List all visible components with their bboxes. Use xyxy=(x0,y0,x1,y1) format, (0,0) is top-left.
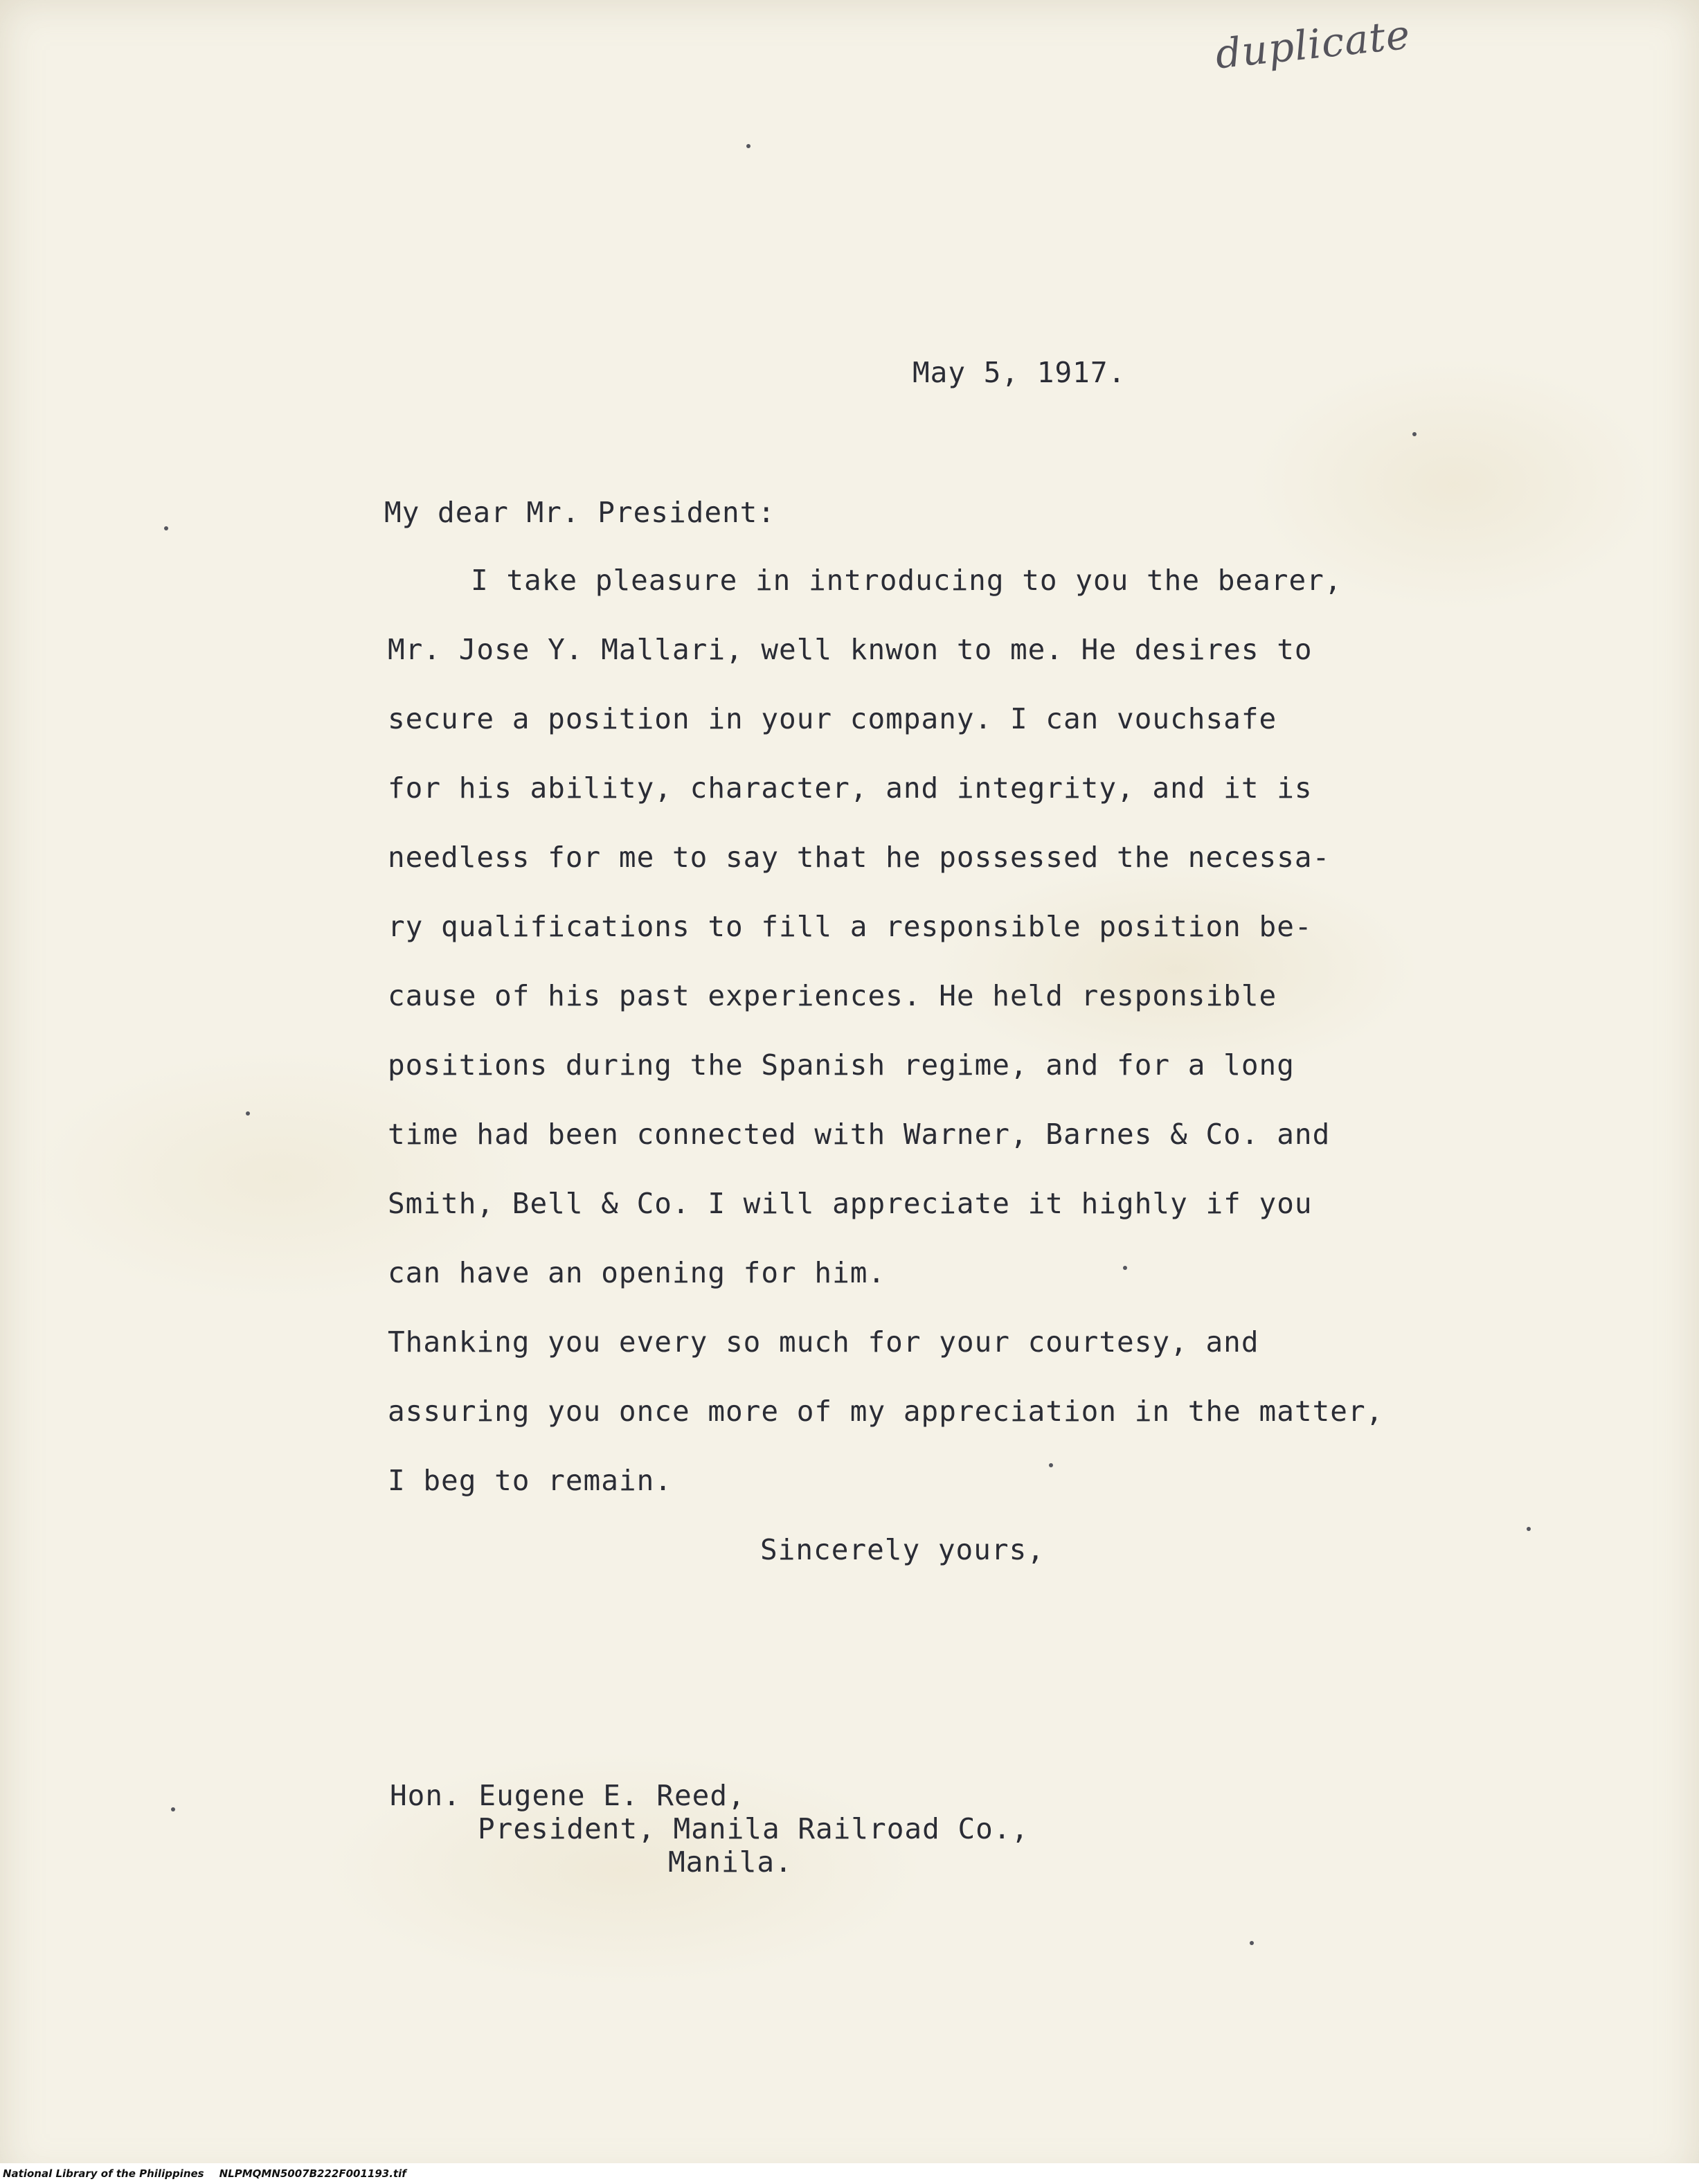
addressee-title: President, Manila Railroad Co., xyxy=(478,1812,1030,1845)
paper-speck xyxy=(246,1111,250,1116)
footer-caption xyxy=(3,2167,406,2180)
letter-date: May 5, 1917. xyxy=(913,356,1126,389)
paper-speck xyxy=(1527,1527,1531,1531)
paper-speck xyxy=(746,144,750,148)
body-line: cause of his past experiences. He held responsible xyxy=(388,979,1277,1012)
paper-speck xyxy=(171,1807,175,1811)
paper-speck xyxy=(1123,1266,1127,1270)
body-line: Smith, Bell & Co. I will appreciate it highly if you xyxy=(388,1187,1313,1220)
body-line: Thanking you every so much for your courtesy, and xyxy=(388,1325,1259,1359)
body-line: secure a position in your company. I can vouchsafe xyxy=(388,702,1277,735)
handwritten-annotation: duplicate xyxy=(1213,10,1413,78)
addressee-city: Manila. xyxy=(668,1845,793,1879)
body-line: assuring you once more of my appreciation in the matter, xyxy=(388,1395,1384,1428)
body-line: Mr. Jose Y. Mallari, well knwon to me. He desires to xyxy=(388,633,1313,666)
body-line: I beg to remain. xyxy=(388,1464,672,1497)
paper-speck xyxy=(1049,1463,1053,1467)
body-line: can have an opening for him. xyxy=(388,1256,886,1289)
letter-closing: Sincerely yours, xyxy=(760,1533,1045,1566)
letter-salutation: My dear Mr. President: xyxy=(384,496,776,529)
paper-speck xyxy=(1250,1941,1254,1945)
paper-speck xyxy=(164,526,168,530)
footer-institution: National Library of the Philippines xyxy=(3,2167,204,2180)
body-line: time had been connected with Warner, Barnes & Co. and xyxy=(388,1118,1331,1151)
body-line: ry qualifications to fill a responsible position be- xyxy=(388,910,1313,943)
body-line: I take pleasure in introducing to you the bearer, xyxy=(471,564,1342,597)
body-line: needless for me to say that he possessed the necessa- xyxy=(388,841,1331,874)
paper-speck xyxy=(1412,432,1417,436)
body-line: for his ability, character, and integrity, and it is xyxy=(388,771,1313,805)
body-line: positions during the Spanish regime, and for a long xyxy=(388,1048,1295,1082)
footer-file-name: NLPMQMN5007B222F001193.tif xyxy=(219,2167,406,2180)
addressee-name: Hon. Eugene E. Reed, xyxy=(390,1779,746,1812)
